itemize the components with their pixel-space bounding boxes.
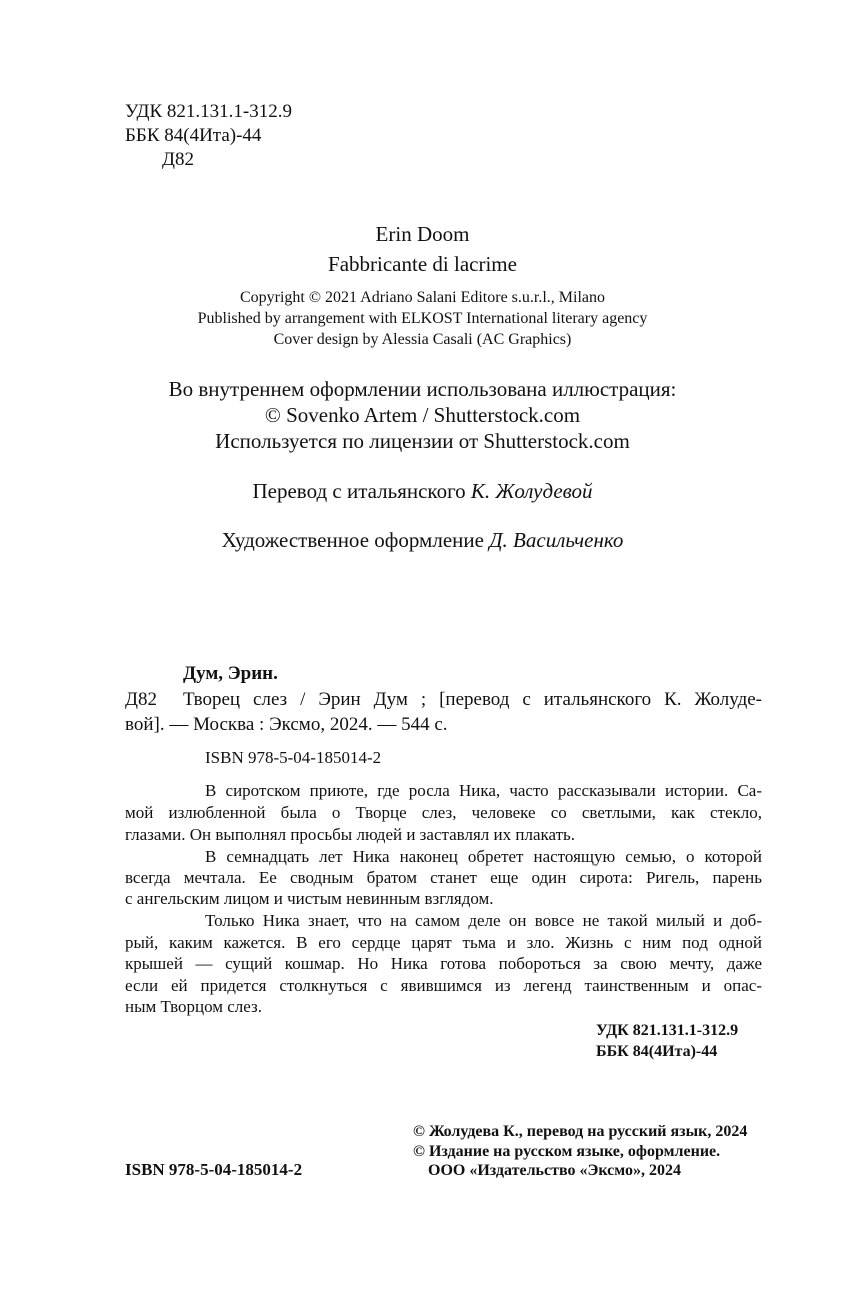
annotation-line: В сиротском приюте, где росла Ника, часто рассказывали истории. Са- [205, 781, 762, 800]
udk-code-bold: УДК 821.131.1-312.9 [596, 1022, 739, 1039]
biblio-line-1: Творец слез / Эрин Дум ; [перевод с итальянского К. Жолуде- [183, 689, 762, 710]
annotation-line: глазами. Он выполнял просьбы людей и заставлял их плакать. [125, 825, 576, 844]
illustration-line-2: © Sovenko Artem / Shutterstock.com [264, 403, 581, 427]
annotation-line: Только Ника знает, что на самом деле он вовсе не такой милый и доб- [205, 911, 762, 930]
published-line: Published by arrangement with ELKOST International literary agency [197, 310, 648, 327]
original-title: Fabbricante di lacrime [328, 252, 517, 276]
annotation-line: мой излюбленной была о Творце слез, человеке со светлыми, как стекло, [125, 803, 762, 822]
annotation-line: всегда мечтала. Ее сводным братом станет еще один сирота: Ригель, парень [125, 868, 762, 887]
copyright-line: Copyright © 2021 Adriano Salani Editore s.u.r.l., Milano [239, 289, 605, 306]
biblio-author: Дум, Эрин. [183, 663, 278, 684]
translation-label: Перевод с итальянского [252, 479, 466, 503]
udk-code: УДК 821.131.1-312.9 [125, 101, 292, 122]
illustration-line-1: Во внутреннем оформлении использована иллюстрация: [168, 377, 677, 401]
biblio-code: Д82 [125, 689, 157, 710]
bbk-code: ББК 84(4Ита)-44 [125, 125, 262, 146]
biblio-line-2: вой]. — Москва : Эксмо, 2024. — 544 с. [125, 714, 448, 735]
illustration-line-3: Используется по лицензии от Shutterstock.com [215, 429, 630, 453]
copyright-translation: © Жолудева К., перевод на русский язык, 2024 [413, 1123, 748, 1140]
translation-credit [0, 479, 845, 504]
annotation-line: крышей — сущий кошмар. Но Ника готова побороться за свою мечту, даже [125, 954, 762, 973]
art-credit [0, 528, 845, 553]
biblio-isbn: ISBN 978-5-04-185014-2 [205, 748, 382, 767]
annotation-line: с ангельским лицом и чистым невинным взглядом. [125, 889, 494, 908]
annotation-line: рый, каким кажется. В его сердце царят тьма и зло. Жизнь с ним под одной [125, 933, 762, 952]
annotation-line: В семнадцать лет Ника наконец обретет настоящую семью, о которой [205, 847, 762, 866]
footer-isbn: ISBN 978-5-04-185014-2 [125, 1160, 303, 1179]
bbk-code-bold: ББК 84(4Ита)-44 [596, 1043, 718, 1060]
cover-design-line: Cover design by Alessia Casali (AC Graphics) [273, 331, 572, 348]
author-sign: Д82 [162, 149, 194, 170]
copyright-edition: © Издание на русском языке, оформление. [413, 1143, 721, 1160]
annotation-line: ным Творцом слез. [125, 997, 263, 1016]
annotation-line: если ей придется столкнуться с явившимся из легенд таинственным и опас- [125, 976, 762, 995]
copyright-publisher: ООО «Издательство «Эксмо», 2024 [428, 1162, 681, 1179]
translator-name: К. Жолудевой [470, 479, 593, 503]
original-author: Erin Doom [375, 222, 470, 246]
art-label: Художественное оформление [221, 528, 484, 552]
artist-name: Д. Васильченко [489, 528, 624, 552]
